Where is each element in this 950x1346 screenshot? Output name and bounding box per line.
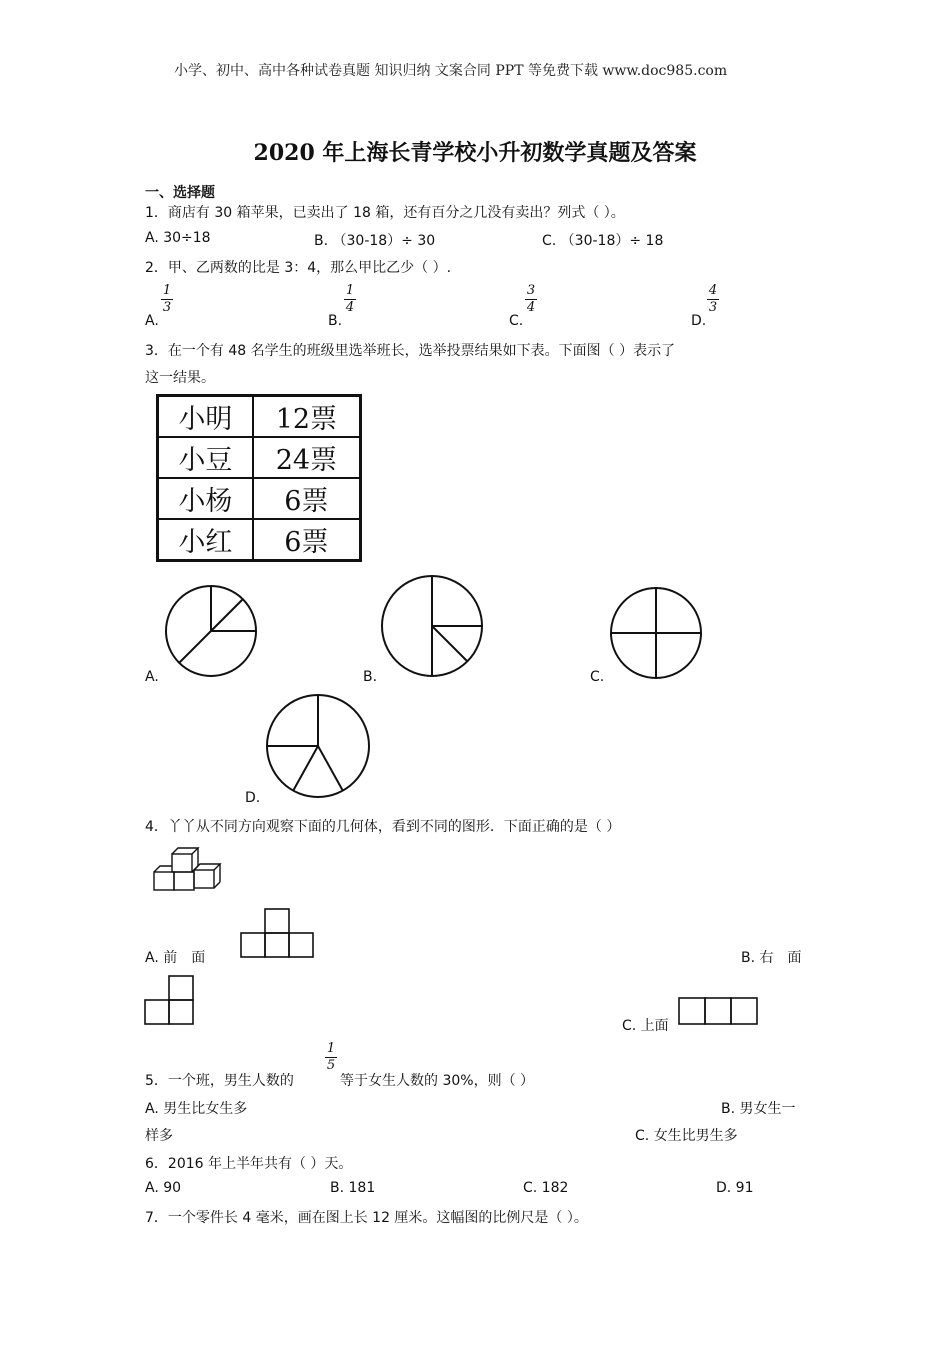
q2-option-d-fraction: 4 3 bbox=[708, 283, 718, 315]
q2-option-b-fraction: 1 4 bbox=[345, 283, 355, 315]
q5-fraction: 1 5 bbox=[326, 1041, 336, 1073]
question-3-stem-line2: 这一结果。 bbox=[145, 370, 215, 386]
vote-count: 6票 bbox=[253, 519, 361, 561]
q5-option-b-continued[interactable]: 样多 bbox=[145, 1128, 173, 1144]
candidate-name: 小明 bbox=[158, 396, 253, 438]
q2-option-c-label[interactable]: C. bbox=[509, 313, 524, 329]
q4-option-b[interactable]: B. 右 面 bbox=[741, 950, 802, 966]
question-7-stem: 7．一个零件长 4 毫米，画在图上长 12 厘米。这幅图的比例尺是（ ）。 bbox=[145, 1210, 588, 1226]
q3-option-b[interactable]: B. bbox=[363, 669, 378, 685]
q2-option-d-label[interactable]: D. bbox=[691, 313, 707, 329]
page-title: 2020 年上海长青学校小升初数学真题及答案 bbox=[253, 140, 697, 166]
question-3-stem-line1: 3．在一个有 48 名学生的班级里选举班长，选举投票结果如下表。下面图（ ）表示了 bbox=[145, 343, 676, 359]
pie-chart-b bbox=[380, 574, 484, 678]
section-heading: 一、选择题 bbox=[145, 185, 215, 201]
vote-count: 6票 bbox=[253, 478, 361, 519]
q1-option-b[interactable]: B. （30-18）÷ 30 bbox=[314, 233, 436, 249]
front-view-figure bbox=[240, 908, 314, 958]
q3-option-d[interactable]: D. bbox=[245, 790, 261, 806]
candidate-name: 小红 bbox=[158, 519, 253, 561]
q3-option-c[interactable]: C. bbox=[590, 669, 605, 685]
right-view-figure bbox=[144, 975, 194, 1025]
q2-option-a-fraction: 1 3 bbox=[162, 283, 172, 315]
q3-option-a[interactable]: A. bbox=[145, 669, 159, 685]
pie-chart-c bbox=[609, 586, 703, 680]
site-header: 小学、初中、高中各种试卷真题 知识归纳 文案合同 PPT 等免费下载 www.doc985.com bbox=[174, 63, 728, 79]
vote-count: 12票 bbox=[253, 396, 361, 438]
q6-option-a[interactable]: A. 90 bbox=[145, 1180, 182, 1196]
q6-option-c[interactable]: C. 182 bbox=[523, 1180, 569, 1196]
q1-option-a[interactable]: A. 30÷18 bbox=[145, 230, 211, 246]
q2-option-b-label[interactable]: B. bbox=[328, 313, 343, 329]
q2-option-c-fraction: 3 4 bbox=[526, 283, 536, 315]
question-5-stem-start: 5．一个班，男生人数的 bbox=[145, 1073, 294, 1089]
candidate-name: 小杨 bbox=[158, 478, 253, 519]
question-6-stem: 6．2016 年上半年共有（ ）天。 bbox=[145, 1156, 353, 1172]
q4-option-c[interactable]: C. 上面 bbox=[622, 1018, 669, 1034]
question-4-stem: 4．丫丫从不同方向观察下面的几何体，看到不同的图形．下面正确的是（ ） bbox=[145, 819, 621, 835]
table-row bbox=[158, 396, 361, 438]
q5-option-b[interactable]: B. 男女生一 bbox=[721, 1101, 796, 1117]
cube-solid-figure bbox=[152, 846, 228, 894]
q2-option-a-label[interactable]: A. bbox=[145, 313, 159, 329]
q1-option-c[interactable]: C. （30-18）÷ 18 bbox=[542, 233, 664, 249]
q6-option-d[interactable]: D. 91 bbox=[716, 1180, 754, 1196]
pie-chart-d bbox=[265, 693, 371, 799]
pie-chart-a bbox=[164, 584, 258, 678]
top-view-figure bbox=[678, 997, 758, 1025]
question-2-stem: 2．甲、乙两数的比是 3：4，那么甲比乙少（ ）. bbox=[145, 260, 452, 276]
table-row bbox=[158, 519, 361, 561]
q6-option-b[interactable]: B. 181 bbox=[330, 1180, 376, 1196]
q5-option-c[interactable]: C. 女生比男生多 bbox=[635, 1128, 738, 1144]
q5-option-a[interactable]: A. 男生比女生多 bbox=[145, 1101, 248, 1117]
vote-table bbox=[156, 394, 362, 562]
vote-count: 24票 bbox=[253, 437, 361, 478]
table-row bbox=[158, 437, 361, 478]
table-row bbox=[158, 478, 361, 519]
question-5-stem-end: 等于女生人数的 30%，则（ ） bbox=[340, 1073, 535, 1089]
question-1-stem: 1．商店有 30 箱苹果，已卖出了 18 箱，还有百分之几没有卖出？列式（ ）。 bbox=[145, 205, 625, 221]
candidate-name: 小豆 bbox=[158, 437, 253, 478]
q4-option-a[interactable]: A. 前 面 bbox=[145, 950, 206, 966]
